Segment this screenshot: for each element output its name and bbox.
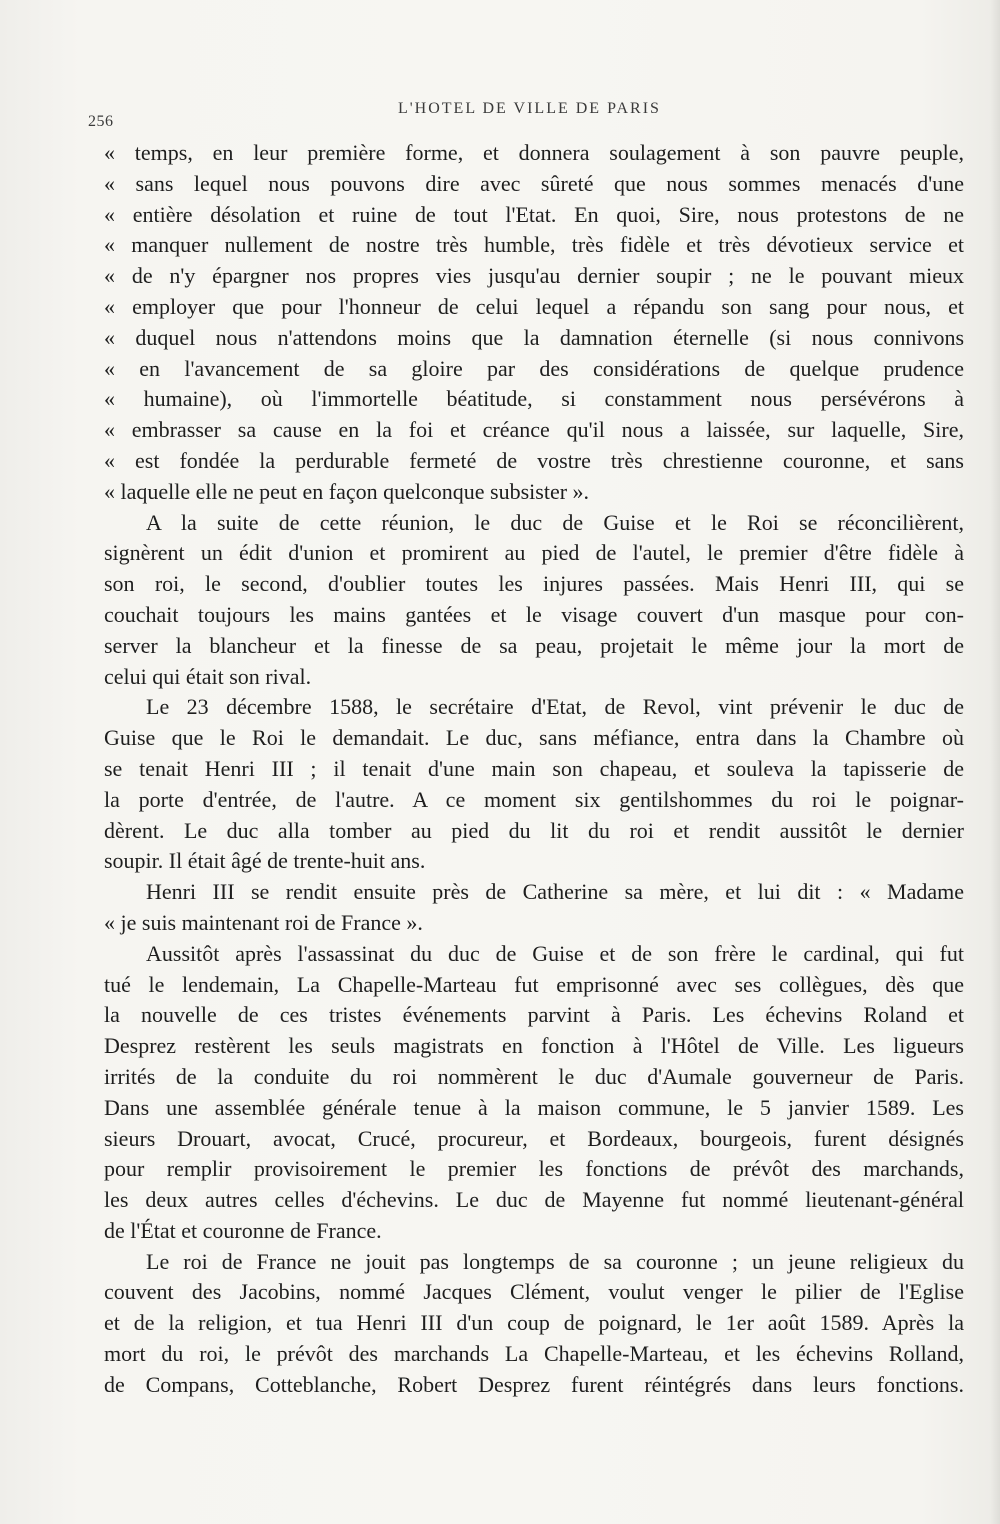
text-line: tué le lendemain, La Chapelle-Marteau fut emprisonné avec ses collègues, dès que — [104, 971, 964, 997]
paragraph-first-line: Le roi de France ne jouit pas longtemps de sa couronne ; un jeune religieux du — [146, 1248, 964, 1274]
text-line: signèrent un édit d'union et promirent au pied de l'autel, le premier d'être fidèle à — [104, 540, 964, 566]
running-head: L'HOTEL DE VILLE DE PARIS — [398, 100, 661, 117]
page-edge-shadow — [990, 0, 1000, 1524]
text-line: Guise que le Roi le demandait. Le duc, sans méfiance, entra dans la Chambre où — [104, 725, 964, 751]
text-line: irrités de la conduite du roi nommèrent le duc d'Aumale gouverneur de Paris. — [104, 1063, 964, 1089]
text-line: « sans lequel nous pouvons dire avec sûreté que nous sommes menacés d'une — [104, 170, 964, 196]
text-line: server la blancheur et la finesse de sa peau, projetait le même jour la mort de — [104, 632, 964, 658]
text-line: couvent des Jacobins, nommé Jacques Clément, voulut venger le pilier de l'Eglise — [104, 1279, 964, 1305]
text-line: « de n'y épargner nos propres vies jusqu'au dernier soupir ; ne le pouvant mieux — [104, 263, 964, 289]
text-line: son roi, le second, d'oublier toutes les injures passées. Mais Henri III, qui se — [104, 571, 964, 597]
text-line: celui qui était son rival. — [104, 663, 312, 689]
paragraph-first-line: Aussitôt après l'assassinat du duc de Guise et de son frère le cardinal, qui fut — [146, 940, 964, 966]
text-line: « duquel nous n'attendons moins que la damnation éternelle (si nous connivons — [104, 324, 964, 350]
text-line: et de la religion, et tua Henri III d'un coup de poignard, le 1er août 1589. Après la — [104, 1310, 964, 1336]
text-line: « embrasser sa cause en la foi et créance qu'il nous a laissée, sur laquelle, Sire, — [104, 417, 964, 443]
text-line: soupir. Il était âgé de trente-huit ans. — [104, 848, 426, 874]
paragraph-first-line: Henri III se rendit ensuite près de Catherine sa mère, et lui dit : « Madame — [146, 879, 964, 905]
text-line: « humaine), où l'immortelle béatitude, si constamment nous persévérons à — [104, 386, 964, 412]
text-line: couchait toujours les mains gantées et le visage couvert d'un masque pour con- — [104, 601, 964, 627]
body-text — [104, 138, 964, 1401]
text-line: « laquelle elle ne peut en façon quelconque subsister ». — [104, 478, 590, 504]
page-number: 256 — [88, 113, 114, 130]
paragraph-first-line: Le 23 décembre 1588, le secrétaire d'Etat, de Revol, vint prévenir le duc de — [146, 694, 964, 720]
text-line: la porte d'entrée, de l'autre. A ce moment six gentilshommes du roi le poignar- — [104, 786, 964, 812]
text-line: sieurs Drouart, avocat, Crucé, procureur, et Bordeaux, bourgeois, furent désignés — [104, 1125, 964, 1151]
text-line: pour remplir provisoirement le premier les fonctions de prévôt des marchands, — [104, 1156, 964, 1182]
text-line: les deux autres celles d'échevins. Le duc de Mayenne fut nommé lieutenant-général — [104, 1187, 964, 1213]
text-line: la nouvelle de ces tristes événements parvint à Paris. Les échevins Roland et — [104, 1002, 964, 1028]
text-line: de Compans, Cotteblanche, Robert Desprez furent réintégrés dans leurs fonctions. — [104, 1371, 964, 1397]
text-line: mort du roi, le prévôt des marchands La Chapelle-Marteau, et les échevins Rolland, — [104, 1341, 964, 1367]
paragraph-first-line: A la suite de cette réunion, le duc de Guise et le Roi se réconcilièrent, — [146, 509, 964, 535]
text-line: dèrent. Le duc alla tomber au pied du lit du roi et rendit aussitôt le dernier — [104, 817, 964, 843]
text-line: « est fondée la perdurable fermeté de vostre très chrestienne couronne, et sans — [104, 447, 964, 473]
text-line: « employer que pour l'honneur de celui lequel a répandu son sang pour nous, et — [104, 293, 964, 319]
text-line: « entière désolation et ruine de tout l'Etat. En quoi, Sire, nous protestons de ne — [104, 201, 964, 227]
text-line: Desprez restèrent les seuls magistrats en fonction à l'Hôtel de Ville. Les ligueurs — [104, 1033, 964, 1059]
text-line: « temps, en leur première forme, et donnera soulagement à son pauvre peuple, — [104, 140, 964, 165]
text-line: de l'État et couronne de France. — [104, 1217, 382, 1243]
text-line: Dans une assemblée générale tenue à la maison commune, le 5 janvier 1589. Les — [104, 1094, 964, 1120]
text-line: se tenait Henri III ; il tenait d'une main son chapeau, et souleva la tapisserie de — [104, 755, 964, 781]
text-line: « en l'avancement de sa gloire par des considérations de quelque prudence — [104, 355, 964, 381]
text-line: « je suis maintenant roi de France ». — [104, 909, 423, 935]
text-line: « manquer nullement de nostre très humble, très fidèle et très dévotieux service et — [104, 232, 964, 258]
